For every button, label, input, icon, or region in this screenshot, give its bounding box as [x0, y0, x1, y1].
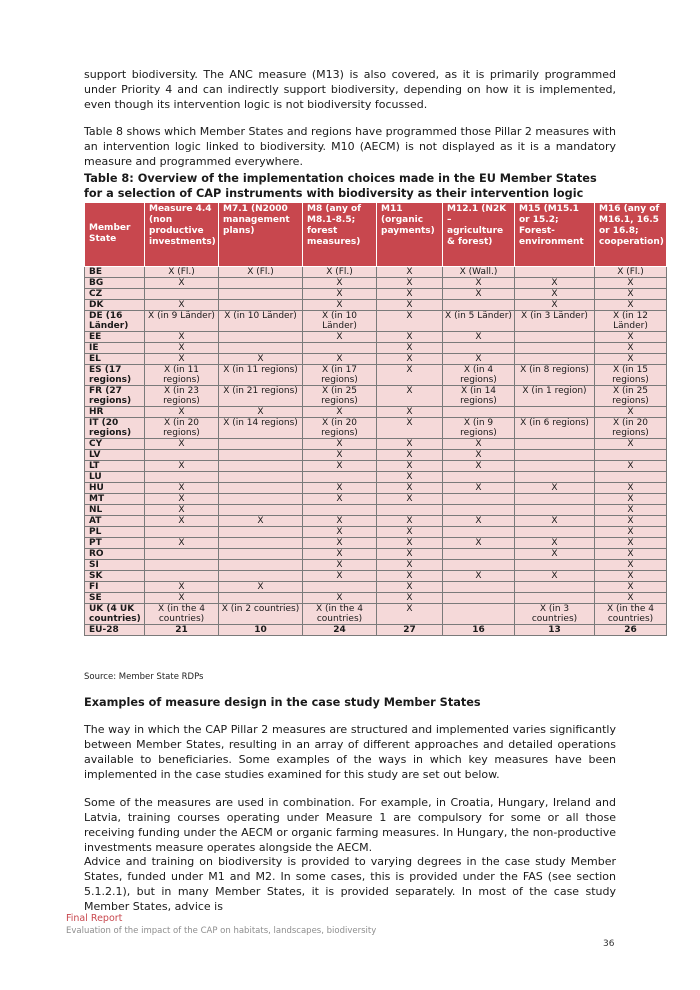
table-cell: X	[515, 538, 595, 549]
table-cell: X	[303, 439, 377, 450]
table-cell	[595, 450, 667, 461]
table-cell: X	[377, 472, 443, 483]
table-body	[85, 267, 667, 636]
member-state-cell: IT (20 regions)	[85, 418, 145, 439]
table-cell: X	[377, 332, 443, 343]
table-cell: X	[595, 407, 667, 418]
table-cell	[443, 407, 515, 418]
table-cell: X	[595, 483, 667, 494]
table-cell	[443, 593, 515, 604]
table-cell: X (in 2 countries)	[219, 604, 303, 625]
table-cell: X	[377, 461, 443, 472]
table-cell: X	[377, 267, 443, 278]
table-cell: X	[595, 571, 667, 582]
paragraph-table-intro: Table 8 shows which Member States and regions have programmed those Pillar 2 measures with an intervention logic linked to biodiversity. M10 (AECM) is not displayed as it is a mandatory measure and programmed everywhere.	[84, 125, 616, 168]
table-cell: X	[303, 593, 377, 604]
table-row	[85, 332, 667, 343]
table-cell	[219, 461, 303, 472]
table-cell: X	[595, 343, 667, 354]
member-state-cell: MT	[85, 494, 145, 505]
table-cell: X (in 17 regions)	[303, 365, 377, 386]
table-cell: X	[303, 549, 377, 560]
table-cell: X	[145, 461, 219, 472]
member-state-cell: AT	[85, 516, 145, 527]
member-state-cell: CZ	[85, 289, 145, 300]
member-state-cell: HU	[85, 483, 145, 494]
table-row	[85, 483, 667, 494]
member-state-cell: BE	[85, 267, 145, 278]
column-header: M11 (organic payments)	[377, 203, 443, 267]
table-cell	[515, 332, 595, 343]
table-cell	[515, 527, 595, 538]
table-cell: X (in 8 regions)	[515, 365, 595, 386]
member-state-cell: CY	[85, 439, 145, 450]
table-cell: X	[515, 300, 595, 311]
paragraph-measure-design: The way in which the CAP Pillar 2 measures are structured and implemented varies significantly between Member States, resulting in an array of different approaches and detailed operations available to beneficiaries. Some examples of the ways in which key measures have been implemented in the case studies examined for this study are set out below.	[84, 723, 616, 781]
total-cell: 27	[377, 625, 443, 636]
table-cell: X	[303, 538, 377, 549]
table-cell: X	[443, 278, 515, 289]
table-row	[85, 582, 667, 593]
column-header: Measure 4.4 (non productive investments)	[145, 203, 219, 267]
paragraph-advice: Advice and training on biodiversity is provided to varying degrees in the case study Member States, funded under M1 and M2. In some cases, this is provided under the FAS (see section 5.1.2.1), but in many Member States, it is provided separately. In most of the case study Member States, advice is	[84, 855, 616, 913]
table-cell	[219, 300, 303, 311]
table-cell: X	[377, 439, 443, 450]
paragraph-combination: Some of the measures are used in combination. For example, in Croatia, Hungary, Ireland and Latvia, training courses operating under Measure 1 are compulsory for some or all those receiving funding under the AECM or organic farming measures. In Hungary, the non-productive investments measure operates alongside the AECM.	[84, 796, 616, 854]
member-state-cell: LU	[85, 472, 145, 483]
table-cell: X	[377, 386, 443, 407]
table-cell: X (in the 4 countries)	[303, 604, 377, 625]
table-cell	[303, 505, 377, 516]
total-cell: 16	[443, 625, 515, 636]
table-cell	[219, 278, 303, 289]
table-cell: X	[145, 593, 219, 604]
table-cell: X	[443, 450, 515, 461]
member-state-cell: HR	[85, 407, 145, 418]
table-cell	[515, 472, 595, 483]
table-cell: X	[377, 343, 443, 354]
table-cell	[443, 505, 515, 516]
table-cell	[303, 582, 377, 593]
column-header: M7.1 (N2000 management plans)	[219, 203, 303, 267]
table-cell	[219, 560, 303, 571]
table-cell: X	[377, 527, 443, 538]
table-cell: X	[443, 289, 515, 300]
member-state-cell: SE	[85, 593, 145, 604]
table-cell	[443, 494, 515, 505]
table-cell: X	[145, 516, 219, 527]
member-state-cell: ES (17 regions)	[85, 365, 145, 386]
table-cell	[443, 527, 515, 538]
table-cell: X (in 4 regions)	[443, 365, 515, 386]
table-cell: X	[515, 549, 595, 560]
table-row	[85, 300, 667, 311]
table-row	[85, 407, 667, 418]
member-state-cell: SI	[85, 560, 145, 571]
table-cell: X	[303, 289, 377, 300]
footer-subtitle: Evaluation of the impact of the CAP on habitats, landscapes, biodiversity	[66, 926, 377, 936]
column-header: M15 (M15.1 or 15.2; Forest-environment	[515, 203, 595, 267]
member-state-cell: DE (16 Länder)	[85, 311, 145, 332]
table-container	[84, 202, 664, 636]
member-state-cell: DK	[85, 300, 145, 311]
table-cell: X	[377, 549, 443, 560]
table-cell	[219, 439, 303, 450]
table-cell: X	[377, 354, 443, 365]
table-cell: X	[595, 439, 667, 450]
table-cell: X (Fl.)	[219, 267, 303, 278]
table-cell: X	[595, 582, 667, 593]
table-cell: X	[595, 300, 667, 311]
member-state-cell: BG	[85, 278, 145, 289]
table-row	[85, 289, 667, 300]
member-state-cell: RO	[85, 549, 145, 560]
table-cell: X	[443, 354, 515, 365]
table-cell: X	[377, 365, 443, 386]
footer-title: Final Report	[66, 913, 123, 924]
table-cell: X	[219, 407, 303, 418]
table-cell: X	[595, 354, 667, 365]
table-cell: X	[443, 439, 515, 450]
total-cell: 26	[595, 625, 667, 636]
table-cell: X	[377, 311, 443, 332]
table-cell: X	[145, 407, 219, 418]
table-cell: X (in the 4 countries)	[145, 604, 219, 625]
table-cell	[377, 505, 443, 516]
member-state-cell: PT	[85, 538, 145, 549]
table-cell: X	[377, 450, 443, 461]
table-cell: X	[377, 571, 443, 582]
member-state-cell: LV	[85, 450, 145, 461]
table-cell: X	[377, 278, 443, 289]
table-cell: X	[377, 289, 443, 300]
table-cell: X (in the 4 countries)	[595, 604, 667, 625]
table-cell: X	[145, 278, 219, 289]
table-row	[85, 505, 667, 516]
table-cell: X	[303, 483, 377, 494]
table-cell: X (in 9 regions)	[443, 418, 515, 439]
table-cell: X	[219, 516, 303, 527]
table-cell: X	[515, 278, 595, 289]
table-cell: X	[443, 538, 515, 549]
table-cell	[219, 472, 303, 483]
table-row	[85, 527, 667, 538]
table-cell: X (in 12 Länder)	[595, 311, 667, 332]
member-state-cell: NL	[85, 505, 145, 516]
table-cell	[443, 604, 515, 625]
table-cell: X (in 5 Länder)	[443, 311, 515, 332]
table-cell: X	[377, 418, 443, 439]
table-cell: X	[377, 560, 443, 571]
table-cell: X	[145, 483, 219, 494]
table-cell: X	[219, 354, 303, 365]
table-cell	[515, 593, 595, 604]
table-cell: X	[595, 332, 667, 343]
column-header: Member State	[85, 203, 145, 267]
table-cell: X (in 11 regions)	[145, 365, 219, 386]
table-cell: X	[595, 560, 667, 571]
table-cell: X	[145, 582, 219, 593]
member-state-cell: EL	[85, 354, 145, 365]
table-cell: X	[303, 354, 377, 365]
table-cell	[219, 494, 303, 505]
table-cell: X (in 15 regions)	[595, 365, 667, 386]
table-cell	[145, 450, 219, 461]
table-cell: X	[443, 461, 515, 472]
table-cell	[303, 472, 377, 483]
table-row	[85, 267, 667, 278]
table-cell: X	[303, 571, 377, 582]
table-cell: X (in 20 regions)	[595, 418, 667, 439]
table-cell: X	[303, 461, 377, 472]
table-cell: X	[515, 289, 595, 300]
member-state-cell: SK	[85, 571, 145, 582]
table-cell: X	[377, 593, 443, 604]
table-cell: X (Fl.)	[303, 267, 377, 278]
table-cell: X (in 3 countries)	[515, 604, 595, 625]
table-cell	[219, 289, 303, 300]
table-cell: X	[377, 604, 443, 625]
table-cell	[303, 343, 377, 354]
table-cell: X (in 3 Länder)	[515, 311, 595, 332]
table-cell: X	[515, 516, 595, 527]
table-cell: X	[145, 538, 219, 549]
table-cell: X (in 20 regions)	[145, 418, 219, 439]
table-cell	[145, 560, 219, 571]
table-cell	[219, 527, 303, 538]
table-cell: X	[303, 407, 377, 418]
table-row	[85, 593, 667, 604]
table-row	[85, 494, 667, 505]
table-head	[85, 203, 667, 267]
member-state-cell: FI	[85, 582, 145, 593]
table-row	[85, 365, 667, 386]
table-cell: X	[515, 483, 595, 494]
table-cell: X	[303, 527, 377, 538]
table-cell: X (in 25 regions)	[303, 386, 377, 407]
table-cell	[515, 354, 595, 365]
table-cell: X	[145, 343, 219, 354]
table-cell	[219, 571, 303, 582]
table-cell	[219, 343, 303, 354]
table-cell: X	[303, 278, 377, 289]
table-row	[85, 461, 667, 472]
table-header-row	[85, 203, 667, 267]
table-cell	[515, 582, 595, 593]
table-cell	[515, 343, 595, 354]
table-row	[85, 278, 667, 289]
table-cell: X (in 14 regions)	[443, 386, 515, 407]
table-cell: X	[303, 560, 377, 571]
table-cell: X	[515, 571, 595, 582]
table-row	[85, 516, 667, 527]
table-cell: X	[595, 494, 667, 505]
table-cell: X	[303, 332, 377, 343]
table-cell	[443, 560, 515, 571]
table-cell: X (in 14 regions)	[219, 418, 303, 439]
table-cell: X (in 23 regions)	[145, 386, 219, 407]
table-cell: X (in 10 Länder)	[303, 311, 377, 332]
table-row	[85, 418, 667, 439]
table-cell: X	[595, 505, 667, 516]
table-cell: X	[377, 407, 443, 418]
measures-table	[84, 202, 667, 636]
table-cell: X	[377, 582, 443, 593]
member-state-cell: UK (4 UK countries)	[85, 604, 145, 625]
member-state-cell: PL	[85, 527, 145, 538]
table-cell	[515, 450, 595, 461]
table-cell: X	[595, 527, 667, 538]
table-cell: X (in 25 regions)	[595, 386, 667, 407]
member-state-cell: LT	[85, 461, 145, 472]
table-cell: X	[303, 300, 377, 311]
table-cell	[443, 472, 515, 483]
table-cell	[443, 582, 515, 593]
member-state-cell: EE	[85, 332, 145, 343]
table-cell: X (in 21 regions)	[219, 386, 303, 407]
table-row	[85, 549, 667, 560]
column-header: M8 (any of M8.1-8.5; forest measures)	[303, 203, 377, 267]
table-cell: X	[377, 494, 443, 505]
table-cell: X	[377, 483, 443, 494]
table-cell	[515, 439, 595, 450]
table-cell: X	[595, 538, 667, 549]
member-state-cell: IE	[85, 343, 145, 354]
table-cell: X (in 11 regions)	[219, 365, 303, 386]
table-cell	[219, 505, 303, 516]
total-cell: 10	[219, 625, 303, 636]
table-cell	[515, 267, 595, 278]
table-cell: X (in 20 regions)	[303, 418, 377, 439]
member-state-cell: FR (27 regions)	[85, 386, 145, 407]
table-cell	[145, 289, 219, 300]
table-cell: X	[303, 516, 377, 527]
table-row	[85, 560, 667, 571]
table-cell: X	[595, 549, 667, 560]
page-number: 36	[603, 939, 615, 949]
table-cell: X	[595, 289, 667, 300]
table-cell: X	[377, 300, 443, 311]
table-cell: X	[219, 582, 303, 593]
table-cell: X	[443, 332, 515, 343]
section-subheading: Examples of measure design in the case study Member States	[84, 696, 481, 709]
total-cell: 21	[145, 625, 219, 636]
table-cell: X	[595, 593, 667, 604]
table-cell: X	[443, 571, 515, 582]
table-cell: X (Fl.)	[595, 267, 667, 278]
table-cell: X	[595, 278, 667, 289]
table-cell	[219, 549, 303, 560]
table-cell	[145, 472, 219, 483]
paragraph-intro: support biodiversity. The ANC measure (M13) is also covered, as it is primarily programmed under Priority 4 and can indirectly support biodiversity, depending on how it is implemented, even though its intervention logic is not biodiversity focussed.	[84, 68, 616, 111]
table-cell	[595, 472, 667, 483]
table-cell	[515, 461, 595, 472]
table-cell: X (in 10 Länder)	[219, 311, 303, 332]
table-cell: X	[145, 354, 219, 365]
table-cell: X	[377, 516, 443, 527]
table-cell: X (Fl.)	[145, 267, 219, 278]
table-cell: X (in 1 region)	[515, 386, 595, 407]
source-note: Source: Member State RDPs	[84, 672, 204, 682]
table-row	[85, 386, 667, 407]
table-cell: X	[595, 516, 667, 527]
table-cell	[145, 527, 219, 538]
table-cell: X	[377, 538, 443, 549]
table-cell: X (Wall.)	[443, 267, 515, 278]
table-cell	[219, 450, 303, 461]
table-row	[85, 439, 667, 450]
table-cell	[443, 343, 515, 354]
table-cell: X	[443, 516, 515, 527]
table-cell: X	[145, 300, 219, 311]
table-cell	[219, 332, 303, 343]
table-cell	[145, 571, 219, 582]
table-row	[85, 571, 667, 582]
column-header: M16 (any of M16.1, 16.5 or 16.8; cooperation)	[595, 203, 667, 267]
table-cell	[515, 494, 595, 505]
table-total-row	[85, 625, 667, 636]
table-row	[85, 354, 667, 365]
table-caption: Table 8: Overview of the implementation choices made in the EU Member States for a selection of CAP instruments with biodiversity as their intervention logic	[84, 172, 597, 200]
table-cell: X	[595, 461, 667, 472]
table-cell: X	[145, 494, 219, 505]
total-label-cell: EU-28	[85, 625, 145, 636]
table-cell: X	[303, 494, 377, 505]
table-cell: X	[145, 332, 219, 343]
table-cell: X	[303, 450, 377, 461]
table-cell	[443, 300, 515, 311]
table-cell: X	[145, 505, 219, 516]
total-cell: 13	[515, 625, 595, 636]
table-row	[85, 538, 667, 549]
table-cell: X (in 6 regions)	[515, 418, 595, 439]
table-row	[85, 311, 667, 332]
table-cell: X (in 9 Länder)	[145, 311, 219, 332]
table-cell: X	[443, 483, 515, 494]
table-cell	[515, 407, 595, 418]
table-cell	[219, 538, 303, 549]
table-cell	[515, 505, 595, 516]
table-row	[85, 343, 667, 354]
total-cell: 24	[303, 625, 377, 636]
column-header: M12.1 (N2K – agriculture & forest)	[443, 203, 515, 267]
table-cell	[219, 593, 303, 604]
table-cell: X	[145, 439, 219, 450]
table-cell	[515, 560, 595, 571]
table-cell	[219, 483, 303, 494]
table-cell	[443, 549, 515, 560]
table-row	[85, 450, 667, 461]
table-row	[85, 472, 667, 483]
table-row	[85, 604, 667, 625]
table-cell	[145, 549, 219, 560]
